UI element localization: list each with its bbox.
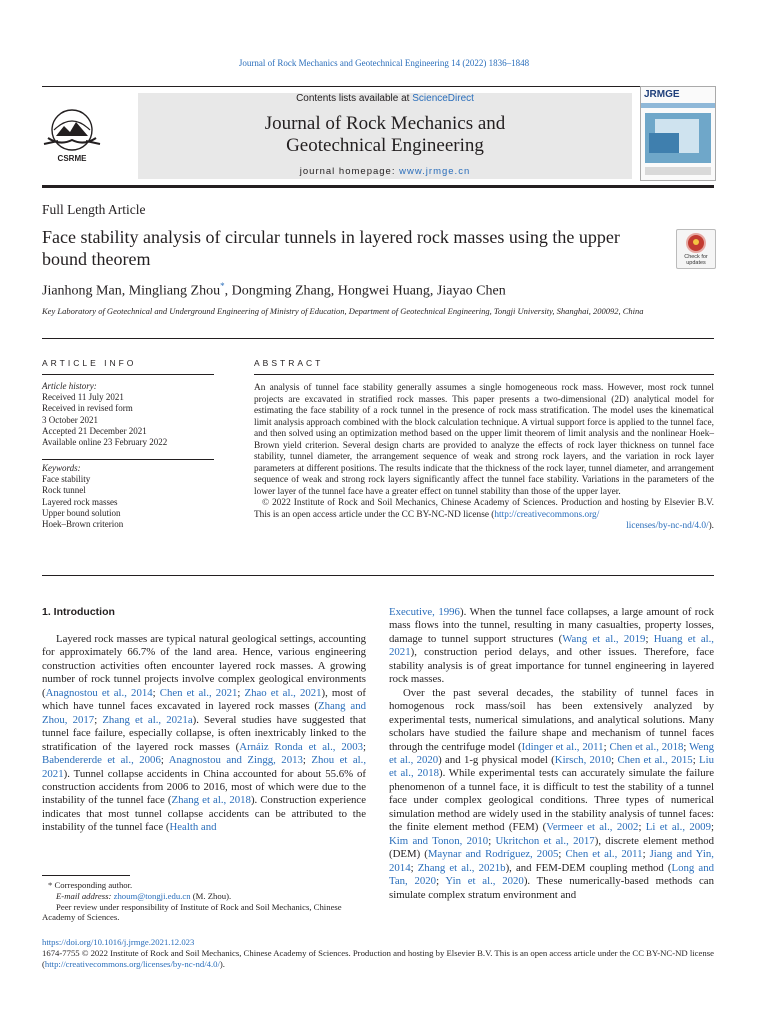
citation-link[interactable]: Yin et al., 2020	[445, 875, 524, 888]
body-column-left	[42, 633, 366, 835]
paragraph-text: ). Several studies have suggested that tunnel face failure, especially collapse, is often inextricably linked to the stratification of the layered rock masses (	[42, 713, 366, 753]
history-label: Article history:	[42, 381, 97, 391]
paragraph-text: ), and FEM-DEM coupling method (	[505, 861, 672, 874]
paragraph-text: ;	[558, 848, 566, 861]
journal-citation: Journal of Rock Mechanics and Geotechnical Engineering 14 (2022) 1836–1848	[238, 58, 530, 68]
paragraph-text: ;	[302, 754, 312, 767]
journal-cover-image[interactable]	[640, 86, 716, 181]
check-updates-icon	[686, 233, 706, 253]
citation-link[interactable]: Babendererde et al., 2006	[42, 754, 161, 767]
citation-link[interactable]: Weng et al., 2020	[389, 740, 714, 766]
license-link-part2[interactable]: licenses/by-nc-nd/4.0/	[626, 521, 709, 531]
abstract-heading: ABSTRACT	[254, 358, 324, 368]
citation-link[interactable]: Chen et al., 2011	[565, 848, 643, 861]
intro-paragraph	[42, 633, 366, 835]
citation-link[interactable]: Zhang et al., 2021b	[417, 861, 506, 874]
citation-link[interactable]: Zhang and Zhou, 2017	[42, 700, 366, 726]
history-item: 3 October 2021	[42, 414, 98, 425]
paragraph-text: ;	[237, 686, 245, 699]
citation-link[interactable]: Liu et al., 2018	[389, 753, 714, 780]
page-footer	[42, 937, 714, 970]
paragraph-text: ), discrete element method (DEM) (	[389, 834, 715, 861]
abstract-license-line	[254, 521, 714, 533]
section-heading: 1. Introduction	[42, 606, 115, 618]
citation-link[interactable]: Health and	[169, 821, 217, 834]
intro-paragraph	[389, 687, 714, 902]
journal-title-line1: Journal of Rock Mechanics and	[264, 113, 506, 134]
email-note	[42, 891, 366, 902]
paragraph-text: ). When the tunnel face collapses, a large amount of rock mass flows into the tunnel, resulting in many casualties, property losses, damage to tunnel support structures (	[389, 606, 714, 645]
citation-link[interactable]: Idinger et al., 2011	[521, 740, 604, 753]
citation-link[interactable]: Kirsch, 2010	[554, 753, 612, 766]
csrme-logo	[40, 108, 104, 166]
keyword: Rock tunnel	[42, 485, 86, 496]
cover-art-block	[649, 133, 679, 153]
article-type: Full Length Article	[42, 202, 146, 217]
journal-title	[138, 113, 632, 157]
paragraph-text: ;	[94, 713, 103, 726]
journal-title-line2: Geotechnical Engineering	[286, 135, 484, 156]
cover-footer	[645, 167, 711, 175]
history-item: Available online 23 February 2022	[42, 437, 168, 448]
keyword: Upper bound solution	[42, 507, 121, 518]
journal-homepage	[138, 166, 632, 177]
contents-line	[138, 93, 632, 104]
email-link[interactable]: zhoum@tongji.edu.cn	[113, 890, 191, 901]
citation-link[interactable]: Maynar and Rodríguez, 2005	[427, 848, 559, 861]
intro-paragraph	[389, 606, 714, 687]
paragraph-text: ). Construction experience indicates that most tunnel collapse accidents can be attributed to the instability of the tunnel face (	[42, 794, 366, 834]
citation-link[interactable]: Zhao et al., 2021	[244, 686, 322, 699]
doi-link[interactable]: https://doi.org/10.1016/j.jrmge.2021.12.023	[42, 937, 195, 947]
history-item: Accepted 21 December 2021	[42, 425, 147, 436]
email-name: (M. Zhou).	[190, 890, 232, 901]
logo-label: CSRME	[57, 154, 87, 163]
peer-review-note: Peer review under responsibility of Institute of Rock and Soil Mechanics, Chinese Academy of Sciences.	[42, 901, 342, 923]
paragraph-text: ). Tunnel collapse accidents in China accounted for about 55.6% of construction accidents from 2006 to 2016, most of which were due to the instability of the tunnel face (	[42, 767, 366, 807]
affiliation-rule	[42, 338, 714, 339]
history-item: Received 11 July 2021	[42, 392, 124, 403]
footnotes	[42, 880, 366, 923]
citation-link[interactable]: Anagnostou and Zingg, 2013	[168, 754, 303, 767]
header-rule	[42, 86, 714, 87]
abstract-rule	[254, 374, 714, 375]
citation-link[interactable]: Kim and Tonon, 2010	[389, 834, 489, 847]
paragraph-text: ;	[410, 861, 418, 874]
cover-band	[641, 103, 715, 108]
paragraph-text: ;	[160, 754, 169, 767]
paragraph-text: ;	[152, 686, 160, 699]
abstract-bottom-rule	[42, 575, 714, 576]
paragraph-text: ;	[488, 834, 496, 847]
citation-link[interactable]: Chen et al., 2021	[159, 686, 238, 699]
paragraph-text: Layered rock masses are typical natural geological settings, accounting for approximately 66.7% of the land area. Hence, various engineering construction activities often encounter layered rock masses. A growing number of rock tunnel projects involve complex geological environments (	[42, 633, 366, 699]
article-title: Face stability analysis of circular tunnels in layered rock masses using the upper bound theorem	[42, 227, 620, 269]
paragraph-text: ;	[692, 753, 699, 766]
citation-link[interactable]: Chen et al., 2018	[609, 740, 684, 753]
citation-link[interactable]: Zhang et al., 2018	[171, 794, 251, 807]
license-link-part1[interactable]: http://creativecommons.org/	[494, 509, 600, 520]
corresponding-note: * Corresponding author.	[48, 880, 133, 890]
keyword: Hoek–Brown criterion	[42, 519, 124, 530]
citation-link[interactable]: Zhang et al., 2021a	[102, 713, 193, 726]
citation-link[interactable]: Long and Tan, 2020	[389, 861, 715, 888]
authors-rest: , Dongming Zhang, Hongwei Huang, Jiayao Chen	[224, 283, 506, 299]
email-label: E-mail address:	[56, 890, 114, 901]
check-for-updates-badge[interactable]	[676, 229, 716, 269]
check-updates-label: Check for updates	[684, 254, 708, 266]
corresponding-author-link[interactable]: *	[220, 281, 225, 291]
paragraph-text: ). While experimental tests can accurately simulate the failure phenomenon of a tunnel face, it is difficult to test the stability of a tunnel face under complex geological conditions. Three types of numerical simulation method are widely used in the stability analysis of tunnel faces: the finite element method (FEM) (	[389, 767, 714, 834]
citation-link[interactable]: Vermeer et al., 2002	[546, 821, 639, 834]
citation-link[interactable]: Anagnostou et al., 2014	[45, 686, 153, 699]
citation-link[interactable]: Arnáiz Ronda et al., 2003	[239, 740, 363, 753]
homepage-link[interactable]: www.jrmge.cn	[399, 166, 471, 177]
paragraph-text: ;	[642, 848, 650, 861]
sciencedirect-link[interactable]: ScienceDirect	[412, 93, 474, 104]
footer-license-link[interactable]: http://creativecommons.org/licenses/by-nc-nd/4.0/	[44, 959, 220, 969]
issn-text: 1674-7755 © 2022 Institute of Rock and Soil Mechanics, Chinese Academy of Sciences. Production and hosting by Elsevier B.V. This is an open access article under the CC BY-NC-ND license (	[42, 948, 714, 969]
contents-prefix: Contents lists available at	[296, 93, 413, 104]
footer-license-end: ).	[219, 959, 225, 969]
citation-link[interactable]: Jiang and Yin, 2014	[389, 848, 714, 874]
cover-brand: JRMGE	[644, 89, 680, 100]
body-column-right	[389, 606, 714, 902]
authors-first: Jianhong Man, Mingliang Zhou	[42, 283, 221, 299]
paragraph-text: ;	[611, 753, 618, 766]
keywords	[42, 463, 214, 530]
citation-link[interactable]: Li et al., 2009	[645, 821, 711, 834]
paragraph-text: Over the past several decades, the stability of tunnel faces in homogenous rock mass/soil has been extensively analyzed by experimental tests, numerical simulations, and analytical solutions. Many scholars have studied the failure shape and mechanism of tunnel faces through the centrifuge model (	[389, 686, 714, 753]
article-info-rule	[42, 374, 214, 375]
header-thick-rule	[42, 185, 714, 188]
paragraph-text: ). These numerically-based methods can simulate complex stratum environment and	[389, 875, 714, 901]
citation-link[interactable]: Ukritchon et al., 2017	[495, 834, 595, 847]
paragraph-text: ;	[645, 632, 654, 645]
abstract-body	[254, 383, 714, 533]
keywords-rule	[42, 459, 214, 460]
paragraph-text: ), construction period delays, and other issues. Therefore, face stability analysis is of great importance for tunnel engineering in layered rock masses.	[389, 646, 714, 686]
copyright-text: © 2022 Institute of Rock and Soil Mechanics, Chinese Academy of Sciences. Production and hosting by Elsevier B.V. This is an open access article under the CC BY-NC-ND license (	[254, 498, 714, 520]
license-end: ).	[708, 521, 714, 531]
abstract-copyright	[254, 498, 714, 521]
issn-line	[42, 948, 714, 970]
paragraph-text: ), most of which have tunnel faces excavated in layered rock masses (	[42, 686, 367, 713]
authors	[42, 281, 506, 300]
paragraph-text: ;	[363, 740, 366, 753]
footnote-rule	[42, 875, 130, 876]
paragraph-text: ;	[603, 740, 610, 753]
paragraph-text: ;	[638, 821, 646, 834]
citation-link[interactable]: Zhou et al., 2021	[42, 754, 367, 780]
citation-link[interactable]: Wang et al., 2019	[562, 632, 646, 645]
keywords-label: Keywords:	[42, 463, 81, 473]
citation-link[interactable]: Executive, 1996	[389, 606, 460, 618]
article-info-heading: ARTICLE INFO	[42, 358, 137, 368]
paragraph-text: ) and 1-g physical model (	[438, 753, 555, 766]
article-history	[42, 381, 214, 448]
keyword: Layered rock masses	[42, 496, 118, 507]
citation-link[interactable]: Chen et al., 2015	[617, 753, 693, 766]
homepage-prefix: journal homepage:	[299, 166, 400, 177]
citation-link[interactable]: Huang et al., 2021	[389, 632, 715, 659]
paragraph-text: ;	[436, 875, 446, 888]
abstract-text: An analysis of tunnel face stability generally assumes a single homogeneous rock mass. However, most rock tunnel projects are excavated in stratified rock masses. This paper presents a two-dimensional (2D) analytical model for estimating the face stability of a rock tunnel in the presence of rock mass stratification. The model uses the kinematical limit analysis approach combined with the block calculation technique. A virtual support force is applied to the tunnel face, and then solved using an optimization method based on the upper limit theorem of limit analysis and the nonlinear Hoek–Brown yield criterion. Several design charts are provided to analyze the effects of rock layer thickness on tunnel face stability, tunnel diameter, the arrangement sequence of weak and strong rock layers, and the variation in rock layer parameters at different positions. The results indicate that the thickness of the rock layer, tunnel diameter, and arrangement sequence of weak and strong rock layers significantly affect the tunnel face stability. Variations in the parameters of the lower layer of the tunnel face have a greater effect on tunnel stability than those of the upper layer.	[254, 383, 714, 497]
keyword: Face stability	[42, 474, 91, 485]
history-item: Received in revised form	[42, 403, 133, 414]
paragraph-text: ;	[683, 740, 690, 753]
affiliation: Key Laboratory of Geotechnical and Underground Engineering of Ministry of Education, Department of Geotechnical Engineering, Tongji University, Shanghai, 200092, China	[42, 306, 644, 316]
paragraph-text: ;	[710, 821, 714, 834]
